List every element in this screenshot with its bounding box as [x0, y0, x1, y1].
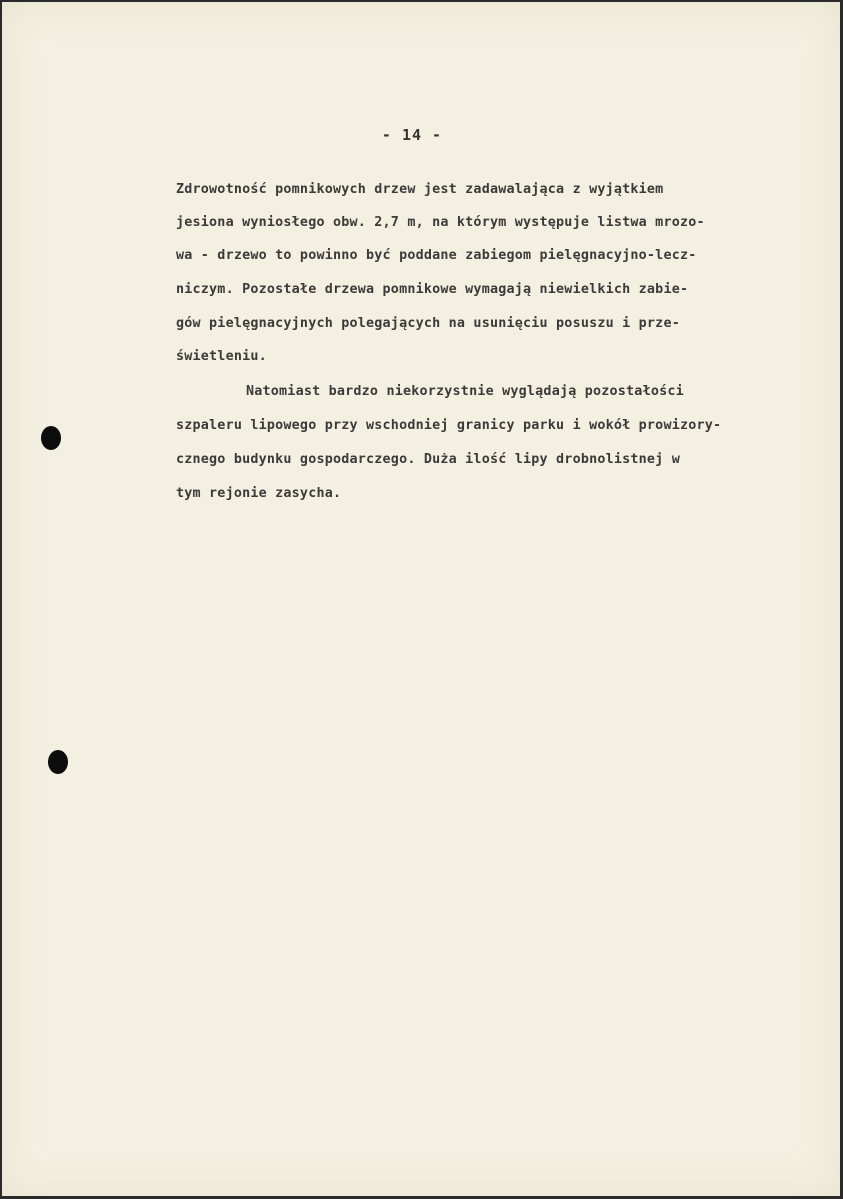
text-line: niczym. Pozostałe drzewa pomnikowe wymagają niewielkich zabie-	[176, 282, 689, 297]
punch-hole	[41, 426, 61, 450]
text-line: gów pielęgnacyjnych polegających na usunięciu posuszu i prze-	[176, 316, 680, 331]
page-number: - 14 -	[381, 126, 443, 144]
text-line: cznego budynku gospodarczego. Duża ilość lipy drobnolistnej w	[176, 452, 680, 467]
text-line: wa - drzewo to powinno być poddane zabiegom pielęgnacyjno-lecz-	[176, 248, 697, 263]
text-line: Natomiast bardzo niekorzystnie wyglądają pozostałości	[246, 384, 684, 399]
text-line: szpaleru lipowego przy wschodniej granicy parku i wokół prowizory-	[176, 418, 722, 433]
punch-hole	[48, 750, 68, 774]
text-line: jesiona wyniosłego obw. 2,7 m, na którym występuje listwa mrozo-	[176, 215, 705, 230]
text-line: świetleniu.	[176, 349, 267, 364]
text-line: Zdrowotność pomnikowych drzew jest zadawalająca z wyjątkiem	[176, 182, 664, 197]
document-page	[2, 2, 840, 1196]
text-line: tym rejonie zasycha.	[176, 486, 342, 501]
